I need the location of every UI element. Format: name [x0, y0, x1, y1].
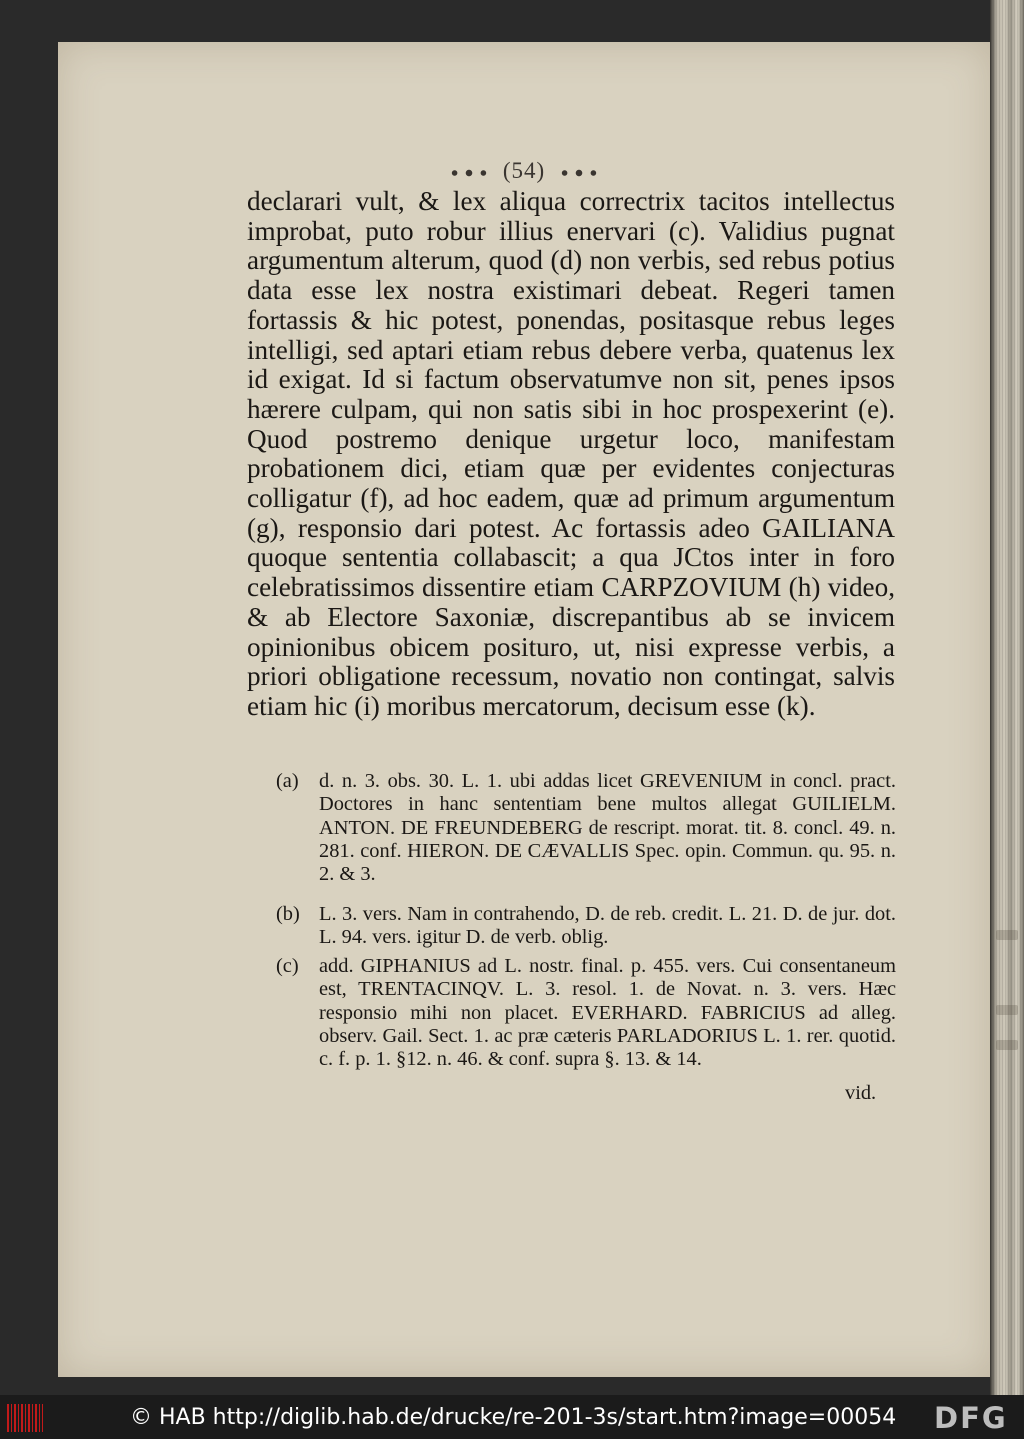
ornament-left-icon — [445, 169, 493, 177]
barcode-icon[interactable] — [7, 1404, 43, 1432]
dfg-logo[interactable]: DFG — [934, 1401, 1008, 1435]
footnote-mark: (b) — [276, 903, 300, 925]
footnote-b — [276, 903, 896, 950]
footnote-mark: (c) — [276, 955, 299, 977]
footnote-text: d. n. 3. obs. 30. L. 1. ubi addas licet GREVENIUM in concl. pract. Doctores in hanc sententiam bene multos allegat GUILIELM. ANTON. DE FREUNDEBERG de rescript. morat. tit. 8. concl. 49. n. 281. conf. HIERON. DE CÆVALLIS Spec. opin. Commun. qu. 95. n. 2. & 3. — [319, 770, 896, 886]
book-fore-edge — [990, 0, 1024, 1395]
footnote-text: L. 3. vers. Nam in contrahendo, D. de reb. credit. L. 21. D. de jur. dot. L. 94. vers. igitur D. de verb. oblig. — [319, 903, 896, 949]
footnote-text: add. GIPHANIUS ad L. nostr. final. p. 455. vers. Cui consentaneum est, TRENTACINQV. L. 3. resol. 1. de Novat. n. 3. vers. Hæc responsio mihi non placet. EVERHARD. FABRICIUS ad alleg. observ. Gail. Sect. 1. ac præ cæteris PARLADORIUS L. 1. rer. quotid. c. f. p. 1. §12. n. 46. & conf. supra §. 13. & 14. — [319, 955, 896, 1071]
page-header — [58, 158, 990, 184]
catchword: vid. — [845, 1082, 877, 1104]
main-paragraph: declarari vult, & lex aliqua correctrix tacitos intellectus improbat, puto robur illius enervari (c). Validius pugnat argumentum alterum, quod (d) non verbis, sed rebus potius data esse lex nostra existimari debeat. Regeri tamen fortassis & hic potest, ponendas, positasque rebus leges intelligi, sed aptari etiam rebus debere verba, quatenus lex id exigat. Id si factum observatumve non sit, penes ipsos hærere culpam, qui non satis sibi in hoc prospexerint (e). Quod postremo denique urgetur loco, manifestam probationem dici, etiam quæ per evidentes conjecturas colligatur (f), ad hoc eadem, quæ ad primum argumentum (g), responsio dari potest. Ac fortassis adeo GAILIANA quoque sententia collabascit; a qua JCtos inter in foro celebratissimos dissentire etiam CARPZOVIUM (h) video, & ab Electore Saxoniæ, discrepantibus ab se invicem opinionibus obicem posituro, ut, nisi expresse verbis, a priori obligatione recessum, novatio non contingat, salvis etiam hic (i) moribus mercatorum, decisum esse (k). — [247, 186, 895, 721]
footnote-mark: (a) — [276, 770, 299, 792]
main-text-block — [247, 187, 895, 722]
copyright-link[interactable]: © HAB http://diglib.hab.de/drucke/re-201-3s/start.htm?image=00054 — [130, 1405, 897, 1430]
footnote-c — [276, 955, 896, 1071]
ornament-right-icon — [555, 169, 603, 177]
page-number: (54) — [502, 158, 546, 183]
footnote-a — [276, 770, 896, 886]
